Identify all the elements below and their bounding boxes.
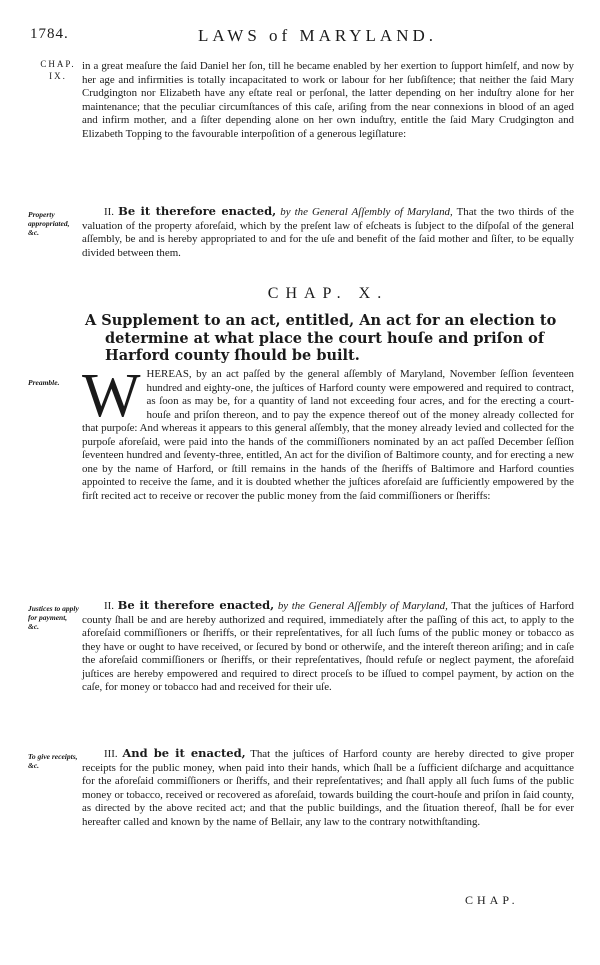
enacting-authority: by the General Aſſembly of Maryland,	[280, 206, 453, 218]
section-number: III.	[104, 748, 118, 760]
page-year: 1784.	[30, 26, 69, 42]
preamble-text: HEREAS, by an act paſſed by the general aſſembly of Maryland, November ſeſſion ſeventeen hundred and eighty-one, the juſtices of Harford county were empowered and required to contract, as ſoon as may be, for a quantity of land not exceeding four acres, and for the erecting a court-houſe and priſon thereon, and to pay the expence thereof out of the money already collected for that purpoſe: And whereas it appears to this general aſſembly, that the money already levied and collected for the purpoſe aforeſaid, were paid into the hands of the commiſſioners nominated by an act paſſed December ſeſſion ſeventeen hundred and ſeventy-three, entitled, An act for the diviſion of Baltimore county, and for erecting a new one by the name of Harford, or ſtill remains in the hands of the ſheriffs of Baltimore and Harford counties appointed to receive the ſame, and it is doubted whether the juſtices aforeſaid are ſufficiently empowered by the firſt recited act to receive or recover the public money from the ſaid commiſſioners or ſheriffs:	[82, 368, 574, 502]
act-title-line1: A Supplement to an act, entitled, An act for an election to	[85, 312, 557, 329]
act-title	[85, 312, 575, 365]
enacting-clause: And be it enacted,	[122, 746, 246, 760]
section-two-b-paragraph	[82, 599, 574, 695]
act-title-line2: determine at what place the court houſe and priſon of Harford county ſhould be built.	[105, 329, 545, 365]
section-text: That the juſtices of Harford county ſhall be and are hereby authorized and required, immediately after the paſſing of this act, to apply to the aforeſaid commiſſioners or ſheriffs, or their repreſentatives, for all ſuch ſums of the public money or tobacco as they have or ought to have received, or ſecured by bond or otherwiſe, and the intereſt thereon ariſing; and in caſe the aforeſaid commiſſioners or ſheriffs, or their repreſentatives, ſhould refuſe or neglect payment, the aforeſaid juſtices are hereby empowered and required to direct proceſs to be iſſued to compel payment, by action on the caſe, for money or tobacco had and received for their uſe.	[82, 600, 574, 694]
section-number: II.	[104, 206, 114, 218]
section-two-paragraph	[82, 205, 574, 260]
enacting-clause: Be it therefore enacted,	[117, 598, 275, 612]
margin-note-justices: Justices to apply for payment, &c.	[28, 604, 79, 631]
section-text: That the juſtices of Harford county are hereby directed to give proper receipts for the public money, when paid into their hands, which ſhall be a ſufficient diſcharge and acquittance for the aforeſaid commiſſioners or ſheriffs, and their repreſentatives; and ſhall apply all ſuch ſums of the public money or tobacco, received or recovered as aforeſaid, towards building the court-houſe and priſon in ſaid county, as directed by the above recited act; and that the public buildings, and the ſituation thereof, ſhall be for ever hereafter called and known by the name of Bellair, any law to the contrary notwithſtanding.	[82, 748, 574, 828]
section-text: That the two thirds of the valuation of the property aforeſaid, which by the preſent law of eſcheats is ſubject to the diſpoſal of the general aſſembly, be and is hereby appropriated to and for the uſe and benefit of the ſaid mother and ſiſter, to be equally divided between them.	[82, 206, 574, 259]
margin-note-property: Property appropriated, &c.	[28, 210, 70, 237]
section-number: II.	[104, 600, 114, 612]
enacting-clause: Be it therefore enacted,	[118, 204, 277, 218]
preamble-paragraph	[82, 362, 574, 503]
enacting-authority: by the General Aſſembly of Maryland,	[277, 600, 448, 612]
chapter-marker-number: IX.	[49, 71, 67, 81]
chapter-marker-label: CHAP.	[40, 59, 76, 69]
chapter-marker	[35, 58, 81, 82]
paragraph-text: in a great meaſure the ſaid Daniel her ſon, till he became enabled by her exertion to ſupport himſelf, and now by her age and infirmities is totally incapacitated to work or labour for her ſubſiſtence; that neither the ſaid Mary Crudgington nor Elizabeth have any eſtate real or perſonal, the latter depending on her induſtry alone for her maintenance; that the peculiar circumſtances of this caſe, ariſing from the near connexions in blood of an aged and infirm mother, and a ſiſter depending alone on her own induſtry, entitle the ſaid Mary Crudgington and Elizabeth Topping to the favourable interpoſition of a generous legiſlature:	[82, 60, 574, 140]
margin-note-receipts: To give receipts, &c.	[28, 752, 78, 770]
running-title: LAWS of MARYLAND.	[198, 26, 437, 45]
catchword: CHAP.	[465, 893, 519, 907]
chapter-title: CHAP. X.	[267, 285, 389, 302]
drop-cap: W	[82, 362, 141, 430]
margin-note-preamble: Preamble.	[28, 378, 60, 387]
page-header	[30, 26, 570, 50]
section-three-paragraph	[82, 747, 574, 829]
paragraph-continuation	[82, 60, 574, 141]
